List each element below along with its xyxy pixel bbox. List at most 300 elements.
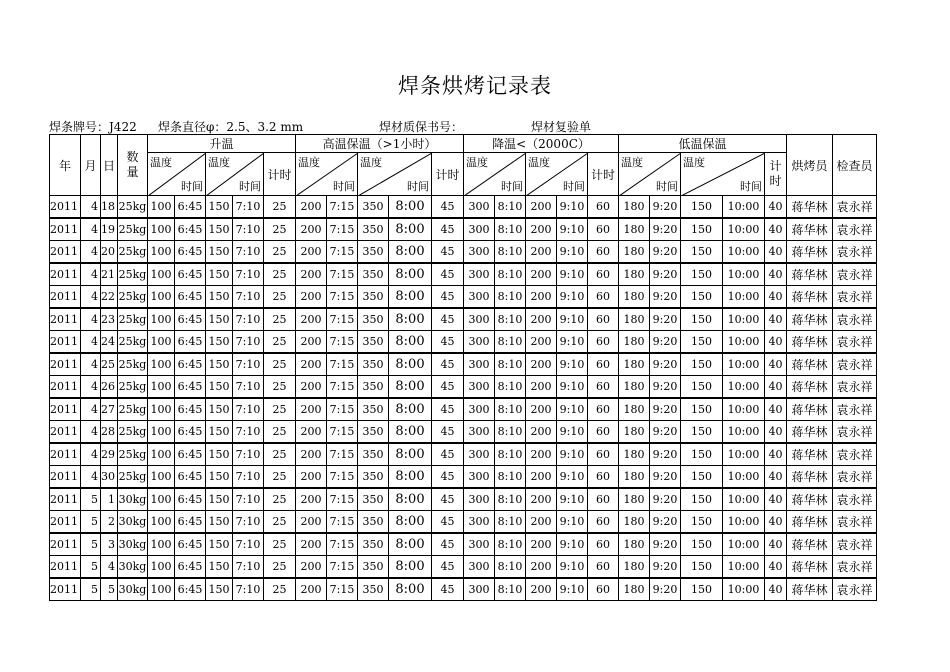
cell-heatup-temp-2: 150 bbox=[206, 533, 233, 556]
cell-cool-time-1: 8:10 bbox=[495, 556, 526, 579]
cell-month: 4 bbox=[81, 398, 101, 421]
cell-high-temp-1: 200 bbox=[296, 511, 327, 534]
cell-high-time-1: 7:15 bbox=[327, 488, 358, 511]
header-heatup: 升温 bbox=[148, 135, 296, 153]
record-rows bbox=[50, 196, 877, 601]
header-baker: 烘烤员 bbox=[787, 135, 833, 196]
cell-inspector: 袁永祥 bbox=[833, 218, 877, 241]
cell-high-temp-2: 350 bbox=[358, 263, 389, 286]
cell-heatup-temp-2: 150 bbox=[206, 578, 233, 601]
cell-high-time-2: 8:00 bbox=[389, 421, 432, 444]
cell-low-time-1: 9:20 bbox=[650, 398, 681, 421]
cell-heatup-timing: 25 bbox=[264, 308, 296, 331]
cell-inspector: 袁永祥 bbox=[833, 263, 877, 286]
cell-low-temp-1: 180 bbox=[619, 331, 650, 354]
cell-year: 2011 bbox=[50, 286, 81, 309]
cell-high-time-2: 8:00 bbox=[389, 286, 432, 309]
cell-low-time-1: 9:20 bbox=[650, 466, 681, 489]
cell-low-timing: 40 bbox=[765, 196, 787, 219]
cell-heatup-time-2: 7:10 bbox=[233, 421, 264, 444]
cell-quantity: 25kg bbox=[118, 353, 148, 376]
cell-heatup-timing: 25 bbox=[264, 421, 296, 444]
cell-heatup-temp-1: 100 bbox=[148, 196, 175, 219]
cell-baker: 蒋华林 bbox=[787, 331, 833, 354]
cell-heatup-temp-2: 150 bbox=[206, 376, 233, 399]
cell-heatup-temp-2: 150 bbox=[206, 443, 233, 466]
cell-baker: 蒋华林 bbox=[787, 398, 833, 421]
cell-high-timing: 45 bbox=[432, 331, 464, 354]
cell-heatup-time-1: 6:45 bbox=[175, 308, 206, 331]
cell-year: 2011 bbox=[50, 488, 81, 511]
cell-cool-temp-2: 200 bbox=[526, 331, 557, 354]
cell-low-timing: 40 bbox=[765, 443, 787, 466]
cell-cool-temp-1: 300 bbox=[464, 443, 495, 466]
cell-high-temp-2: 350 bbox=[358, 241, 389, 264]
cell-quantity: 25kg bbox=[118, 196, 148, 219]
cell-heatup-time-2: 7:10 bbox=[233, 331, 264, 354]
cell-high-temp-2: 350 bbox=[358, 421, 389, 444]
cell-high-time-2: 8:00 bbox=[389, 556, 432, 579]
cell-heatup-time-1: 6:45 bbox=[175, 398, 206, 421]
cell-heatup-temp-1: 100 bbox=[148, 398, 175, 421]
cell-cool-time-2: 9:10 bbox=[557, 578, 588, 601]
cell-day: 28 bbox=[101, 421, 118, 444]
cell-cool-time-1: 8:10 bbox=[495, 443, 526, 466]
cell-heatup-time-2: 7:10 bbox=[233, 398, 264, 421]
cell-low-timing: 40 bbox=[765, 353, 787, 376]
cell-cool-time-2: 9:10 bbox=[557, 286, 588, 309]
cell-low-temp-2: 150 bbox=[681, 241, 723, 264]
cell-low-time-1: 9:20 bbox=[650, 578, 681, 601]
cell-low-time-1: 9:20 bbox=[650, 488, 681, 511]
table-row bbox=[50, 466, 877, 489]
cell-low-time-2: 10:00 bbox=[723, 511, 765, 534]
cell-high-time-1: 7:15 bbox=[327, 218, 358, 241]
cell-high-temp-2: 350 bbox=[358, 556, 389, 579]
cell-quantity: 25kg bbox=[118, 466, 148, 489]
cell-heatup-timing: 25 bbox=[264, 196, 296, 219]
cell-heatup-temp-1: 100 bbox=[148, 533, 175, 556]
cell-low-time-1: 9:20 bbox=[650, 196, 681, 219]
table-row bbox=[50, 263, 877, 286]
cell-low-time-1: 9:20 bbox=[650, 443, 681, 466]
cell-day: 21 bbox=[101, 263, 118, 286]
cell-baker: 蒋华林 bbox=[787, 556, 833, 579]
cell-low-temp-1: 180 bbox=[619, 353, 650, 376]
cell-heatup-timing: 25 bbox=[264, 398, 296, 421]
cell-heatup-time-2: 7:10 bbox=[233, 578, 264, 601]
cell-low-temp-1: 180 bbox=[619, 421, 650, 444]
table-row bbox=[50, 533, 877, 556]
cell-heatup-time-1: 6:45 bbox=[175, 556, 206, 579]
cell-month: 4 bbox=[81, 466, 101, 489]
cell-low-temp-2: 150 bbox=[681, 376, 723, 399]
cell-high-temp-2: 350 bbox=[358, 308, 389, 331]
cell-cool-temp-1: 300 bbox=[464, 286, 495, 309]
cell-heatup-temp-2: 150 bbox=[206, 196, 233, 219]
cell-high-timing: 45 bbox=[432, 556, 464, 579]
cell-cool-time-2: 9:10 bbox=[557, 353, 588, 376]
cell-heatup-time-1: 6:45 bbox=[175, 511, 206, 534]
cell-quantity: 30kg bbox=[118, 488, 148, 511]
cell-low-time-1: 9:20 bbox=[650, 556, 681, 579]
cell-inspector: 袁永祥 bbox=[833, 488, 877, 511]
cell-cool-temp-2: 200 bbox=[526, 421, 557, 444]
cell-cool-timing: 60 bbox=[588, 241, 619, 264]
cell-inspector: 袁永祥 bbox=[833, 376, 877, 399]
table-row bbox=[50, 578, 877, 601]
cell-low-timing: 40 bbox=[765, 398, 787, 421]
cell-high-timing: 45 bbox=[432, 511, 464, 534]
cell-high-temp-2: 350 bbox=[358, 533, 389, 556]
cell-high-timing: 45 bbox=[432, 421, 464, 444]
cell-baker: 蒋华林 bbox=[787, 196, 833, 219]
cell-high-temp-1: 200 bbox=[296, 443, 327, 466]
cell-high-temp-2: 350 bbox=[358, 443, 389, 466]
cell-low-temp-2: 150 bbox=[681, 263, 723, 286]
cell-cool-temp-1: 300 bbox=[464, 331, 495, 354]
cell-quantity: 30kg bbox=[118, 578, 148, 601]
table-row bbox=[50, 443, 877, 466]
cell-year: 2011 bbox=[50, 556, 81, 579]
cell-cool-time-2: 9:10 bbox=[557, 263, 588, 286]
cell-year: 2011 bbox=[50, 443, 81, 466]
cell-baker: 蒋华林 bbox=[787, 241, 833, 264]
cell-heatup-timing: 25 bbox=[264, 241, 296, 264]
cell-low-time-2: 10:00 bbox=[723, 353, 765, 376]
cell-cool-time-2: 9:10 bbox=[557, 331, 588, 354]
header-year: 年 bbox=[50, 135, 81, 196]
cell-high-time-1: 7:15 bbox=[327, 263, 358, 286]
cell-heatup-timing: 25 bbox=[264, 218, 296, 241]
cell-cool-temp-2: 200 bbox=[526, 286, 557, 309]
cell-heatup-time-1: 6:45 bbox=[175, 196, 206, 219]
cell-high-temp-1: 200 bbox=[296, 376, 327, 399]
subheader-timing: 计时 bbox=[264, 153, 296, 196]
cell-cool-time-2: 9:10 bbox=[557, 488, 588, 511]
cell-cool-time-2: 9:10 bbox=[557, 196, 588, 219]
cell-heatup-temp-1: 100 bbox=[148, 466, 175, 489]
cell-heatup-temp-2: 150 bbox=[206, 353, 233, 376]
header-inspector: 检查员 bbox=[833, 135, 877, 196]
cell-quantity: 30kg bbox=[118, 556, 148, 579]
cell-baker: 蒋华林 bbox=[787, 286, 833, 309]
cell-heatup-time-2: 7:10 bbox=[233, 488, 264, 511]
cell-high-temp-1: 200 bbox=[296, 286, 327, 309]
cell-low-temp-1: 180 bbox=[619, 578, 650, 601]
subheader-temp-time: 温度 时间 bbox=[526, 153, 588, 196]
cell-high-time-2: 8:00 bbox=[389, 533, 432, 556]
table-row bbox=[50, 196, 877, 219]
cell-heatup-timing: 25 bbox=[264, 488, 296, 511]
cell-low-temp-1: 180 bbox=[619, 511, 650, 534]
cell-year: 2011 bbox=[50, 466, 81, 489]
cell-cool-time-1: 8:10 bbox=[495, 286, 526, 309]
cell-low-temp-1: 180 bbox=[619, 218, 650, 241]
cell-cool-temp-1: 300 bbox=[464, 376, 495, 399]
cell-heatup-time-1: 6:45 bbox=[175, 466, 206, 489]
cell-low-time-2: 10:00 bbox=[723, 286, 765, 309]
cell-month: 4 bbox=[81, 353, 101, 376]
cell-month: 5 bbox=[81, 578, 101, 601]
cell-heatup-time-2: 7:10 bbox=[233, 196, 264, 219]
cell-high-temp-2: 350 bbox=[358, 218, 389, 241]
cell-high-time-2: 8:00 bbox=[389, 308, 432, 331]
cell-low-time-2: 10:00 bbox=[723, 263, 765, 286]
cell-high-temp-1: 200 bbox=[296, 218, 327, 241]
cell-high-timing: 45 bbox=[432, 263, 464, 286]
cell-year: 2011 bbox=[50, 353, 81, 376]
cell-cool-temp-2: 200 bbox=[526, 263, 557, 286]
cell-low-timing: 40 bbox=[765, 556, 787, 579]
cell-heatup-time-2: 7:10 bbox=[233, 241, 264, 264]
cell-heatup-temp-2: 150 bbox=[206, 556, 233, 579]
cell-cool-temp-1: 300 bbox=[464, 218, 495, 241]
cell-low-timing: 40 bbox=[765, 331, 787, 354]
cell-low-timing: 40 bbox=[765, 488, 787, 511]
cell-year: 2011 bbox=[50, 578, 81, 601]
cell-heatup-temp-1: 100 bbox=[148, 286, 175, 309]
cell-heatup-temp-2: 150 bbox=[206, 466, 233, 489]
cell-low-temp-2: 150 bbox=[681, 331, 723, 354]
cell-low-temp-1: 180 bbox=[619, 376, 650, 399]
cell-heatup-temp-1: 100 bbox=[148, 353, 175, 376]
cell-year: 2011 bbox=[50, 308, 81, 331]
cell-high-timing: 45 bbox=[432, 443, 464, 466]
cell-high-temp-2: 350 bbox=[358, 353, 389, 376]
cell-high-timing: 45 bbox=[432, 533, 464, 556]
cell-cool-time-2: 9:10 bbox=[557, 511, 588, 534]
cell-cool-temp-1: 300 bbox=[464, 488, 495, 511]
cell-cool-time-2: 9:10 bbox=[557, 398, 588, 421]
cell-cool-timing: 60 bbox=[588, 218, 619, 241]
cell-cool-timing: 60 bbox=[588, 376, 619, 399]
cell-low-time-2: 10:00 bbox=[723, 241, 765, 264]
electrode-brand: 焊条牌号：J422 bbox=[49, 120, 137, 134]
cell-heatup-temp-2: 150 bbox=[206, 308, 233, 331]
cell-low-timing: 40 bbox=[765, 241, 787, 264]
cell-heatup-temp-2: 150 bbox=[206, 421, 233, 444]
cell-low-time-1: 9:20 bbox=[650, 218, 681, 241]
cell-low-time-1: 9:20 bbox=[650, 353, 681, 376]
cell-heatup-temp-2: 150 bbox=[206, 331, 233, 354]
cell-high-time-2: 8:00 bbox=[389, 578, 432, 601]
cell-high-time-1: 7:15 bbox=[327, 353, 358, 376]
cell-cool-timing: 60 bbox=[588, 488, 619, 511]
cell-low-time-1: 9:20 bbox=[650, 533, 681, 556]
cell-cool-temp-1: 300 bbox=[464, 421, 495, 444]
cell-low-temp-1: 180 bbox=[619, 466, 650, 489]
cell-low-timing: 40 bbox=[765, 466, 787, 489]
cell-day: 29 bbox=[101, 443, 118, 466]
cell-low-timing: 40 bbox=[765, 308, 787, 331]
cell-month: 5 bbox=[81, 533, 101, 556]
cell-high-time-1: 7:15 bbox=[327, 398, 358, 421]
cell-year: 2011 bbox=[50, 331, 81, 354]
cell-heatup-timing: 25 bbox=[264, 263, 296, 286]
cell-low-temp-1: 180 bbox=[619, 488, 650, 511]
cell-cool-time-1: 8:10 bbox=[495, 196, 526, 219]
certificate-number: 焊材质保书号： bbox=[379, 120, 464, 134]
cell-cool-temp-2: 200 bbox=[526, 488, 557, 511]
cell-low-time-2: 10:00 bbox=[723, 443, 765, 466]
cell-high-time-1: 7:15 bbox=[327, 421, 358, 444]
cell-cool-temp-2: 200 bbox=[526, 578, 557, 601]
cell-low-temp-2: 150 bbox=[681, 421, 723, 444]
cell-cool-temp-2: 200 bbox=[526, 196, 557, 219]
cell-low-timing: 40 bbox=[765, 421, 787, 444]
cell-quantity: 25kg bbox=[118, 218, 148, 241]
cell-cool-timing: 60 bbox=[588, 398, 619, 421]
cell-low-timing: 40 bbox=[765, 533, 787, 556]
cell-year: 2011 bbox=[50, 421, 81, 444]
cell-cool-time-1: 8:10 bbox=[495, 398, 526, 421]
cell-quantity: 25kg bbox=[118, 308, 148, 331]
cell-heatup-time-1: 6:45 bbox=[175, 488, 206, 511]
cell-baker: 蒋华林 bbox=[787, 263, 833, 286]
cell-heatup-time-1: 6:45 bbox=[175, 263, 206, 286]
cell-heatup-temp-2: 150 bbox=[206, 286, 233, 309]
cell-cool-time-2: 9:10 bbox=[557, 421, 588, 444]
cell-cool-temp-2: 200 bbox=[526, 443, 557, 466]
cell-high-time-1: 7:15 bbox=[327, 308, 358, 331]
cell-month: 4 bbox=[81, 196, 101, 219]
cell-heatup-temp-1: 100 bbox=[148, 556, 175, 579]
cell-high-time-2: 8:00 bbox=[389, 443, 432, 466]
cell-high-time-2: 8:00 bbox=[389, 241, 432, 264]
cell-low-time-2: 10:00 bbox=[723, 556, 765, 579]
cell-low-time-2: 10:00 bbox=[723, 308, 765, 331]
cell-high-timing: 45 bbox=[432, 218, 464, 241]
cell-high-temp-2: 350 bbox=[358, 578, 389, 601]
cell-low-temp-2: 150 bbox=[681, 218, 723, 241]
cell-high-timing: 45 bbox=[432, 196, 464, 219]
cell-low-temp-1: 180 bbox=[619, 263, 650, 286]
table-row bbox=[50, 308, 877, 331]
cell-heatup-time-2: 7:10 bbox=[233, 556, 264, 579]
cell-heatup-temp-1: 100 bbox=[148, 488, 175, 511]
cell-month: 5 bbox=[81, 556, 101, 579]
cell-day: 5 bbox=[101, 578, 118, 601]
cell-high-time-1: 7:15 bbox=[327, 511, 358, 534]
cell-high-temp-1: 200 bbox=[296, 331, 327, 354]
cell-baker: 蒋华林 bbox=[787, 443, 833, 466]
cell-low-time-1: 9:20 bbox=[650, 511, 681, 534]
cell-heatup-time-1: 6:45 bbox=[175, 533, 206, 556]
cell-high-time-2: 8:00 bbox=[389, 488, 432, 511]
cell-high-timing: 45 bbox=[432, 353, 464, 376]
cell-cool-temp-2: 200 bbox=[526, 511, 557, 534]
header-day: 日 bbox=[101, 135, 118, 196]
cell-heatup-temp-1: 100 bbox=[148, 421, 175, 444]
cell-cool-temp-2: 200 bbox=[526, 308, 557, 331]
cell-month: 4 bbox=[81, 421, 101, 444]
cell-baker: 蒋华林 bbox=[787, 578, 833, 601]
cell-day: 2 bbox=[101, 511, 118, 534]
table-row bbox=[50, 241, 877, 264]
cell-cool-temp-2: 200 bbox=[526, 218, 557, 241]
cell-heatup-time-2: 7:10 bbox=[233, 353, 264, 376]
cell-day: 30 bbox=[101, 466, 118, 489]
cell-day: 24 bbox=[101, 331, 118, 354]
cell-heatup-timing: 25 bbox=[264, 556, 296, 579]
cell-low-time-1: 9:20 bbox=[650, 286, 681, 309]
cell-heatup-timing: 25 bbox=[264, 331, 296, 354]
cell-high-time-2: 8:00 bbox=[389, 466, 432, 489]
cell-cool-time-1: 8:10 bbox=[495, 218, 526, 241]
cell-low-time-1: 9:20 bbox=[650, 376, 681, 399]
cell-baker: 蒋华林 bbox=[787, 488, 833, 511]
cell-low-temp-1: 180 bbox=[619, 308, 650, 331]
cell-low-time-1: 9:20 bbox=[650, 421, 681, 444]
cell-baker: 蒋华林 bbox=[787, 533, 833, 556]
cell-cool-timing: 60 bbox=[588, 196, 619, 219]
cell-cool-time-1: 8:10 bbox=[495, 241, 526, 264]
cell-heatup-temp-2: 150 bbox=[206, 263, 233, 286]
cell-low-time-2: 10:00 bbox=[723, 376, 765, 399]
cell-low-temp-1: 180 bbox=[619, 398, 650, 421]
table-row bbox=[50, 353, 877, 376]
subheader-temp-time: 温度 时间 bbox=[358, 153, 432, 196]
cell-low-temp-2: 150 bbox=[681, 533, 723, 556]
cell-cool-timing: 60 bbox=[588, 533, 619, 556]
cell-cool-timing: 60 bbox=[588, 443, 619, 466]
cell-high-time-2: 8:00 bbox=[389, 218, 432, 241]
cell-cool-temp-1: 300 bbox=[464, 263, 495, 286]
cell-high-temp-1: 200 bbox=[296, 488, 327, 511]
cell-cool-temp-1: 300 bbox=[464, 466, 495, 489]
cell-inspector: 袁永祥 bbox=[833, 196, 877, 219]
cell-year: 2011 bbox=[50, 511, 81, 534]
cell-cool-time-2: 9:10 bbox=[557, 466, 588, 489]
cell-high-temp-1: 200 bbox=[296, 196, 327, 219]
cell-cool-temp-1: 300 bbox=[464, 533, 495, 556]
page-title: 焊条烘烤记录表 bbox=[398, 74, 552, 98]
table-row bbox=[50, 376, 877, 399]
cell-heatup-time-1: 6:45 bbox=[175, 353, 206, 376]
cell-high-temp-2: 350 bbox=[358, 466, 389, 489]
cell-low-time-2: 10:00 bbox=[723, 533, 765, 556]
cell-month: 4 bbox=[81, 308, 101, 331]
cell-cool-time-2: 9:10 bbox=[557, 376, 588, 399]
info-line bbox=[49, 118, 889, 134]
cell-cool-temp-2: 200 bbox=[526, 353, 557, 376]
cell-inspector: 袁永祥 bbox=[833, 533, 877, 556]
header-quantity: 数 量 bbox=[118, 135, 148, 196]
cell-quantity: 25kg bbox=[118, 263, 148, 286]
cell-baker: 蒋华林 bbox=[787, 421, 833, 444]
cell-heatup-temp-1: 100 bbox=[148, 218, 175, 241]
cell-cool-timing: 60 bbox=[588, 421, 619, 444]
table-row bbox=[50, 398, 877, 421]
cell-cool-time-1: 8:10 bbox=[495, 511, 526, 534]
cell-cool-time-2: 9:10 bbox=[557, 218, 588, 241]
cell-high-temp-1: 200 bbox=[296, 353, 327, 376]
cell-year: 2011 bbox=[50, 196, 81, 219]
cell-baker: 蒋华林 bbox=[787, 308, 833, 331]
cell-low-temp-2: 150 bbox=[681, 286, 723, 309]
cell-heatup-temp-1: 100 bbox=[148, 241, 175, 264]
cell-inspector: 袁永祥 bbox=[833, 511, 877, 534]
cell-day: 26 bbox=[101, 376, 118, 399]
cell-low-time-1: 9:20 bbox=[650, 263, 681, 286]
cell-baker: 蒋华林 bbox=[787, 218, 833, 241]
cell-low-time-1: 9:20 bbox=[650, 331, 681, 354]
cell-heatup-time-2: 7:10 bbox=[233, 376, 264, 399]
cell-low-temp-2: 150 bbox=[681, 308, 723, 331]
cell-high-temp-1: 200 bbox=[296, 421, 327, 444]
cell-quantity: 25kg bbox=[118, 398, 148, 421]
